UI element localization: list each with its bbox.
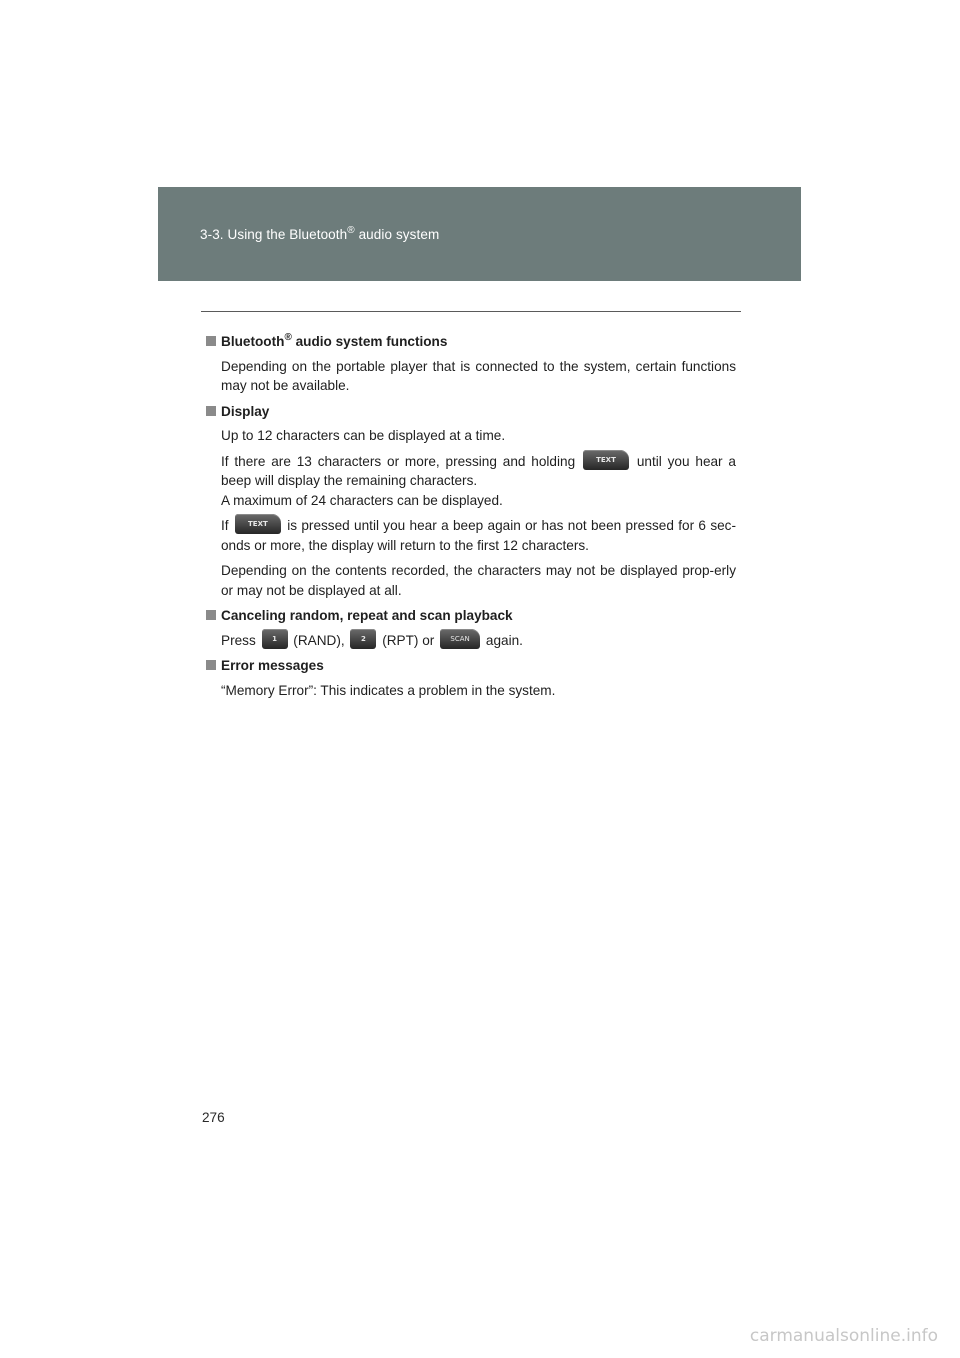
heading-display-label: Display — [221, 403, 270, 419]
display-paragraph-3 — [221, 516, 736, 555]
cancel-rpt: (RPT) or — [378, 632, 439, 648]
preset-1-button-icon: 1 — [262, 629, 288, 649]
square-bullet-icon — [206, 406, 216, 416]
display-paragraph-1: Up to 12 characters can be displayed at a time. — [221, 428, 506, 443]
display-paragraph-2 — [221, 452, 736, 491]
section-header-band — [158, 187, 801, 281]
text-button-icon: TEXT — [235, 514, 281, 534]
heading-functions-prefix: Bluetooth — [221, 334, 285, 349]
heading-cancel-label: Canceling random, repeat and scan playback — [221, 608, 513, 623]
page-number: 276 — [202, 1110, 225, 1125]
section-title-suffix: audio system — [354, 227, 440, 242]
cancel-paragraph — [221, 631, 736, 651]
section-divider — [201, 311, 741, 312]
section-title — [200, 225, 439, 242]
registered-mark: ® — [284, 332, 292, 343]
cancel-rand: (RAND), — [289, 632, 349, 648]
functions-paragraph: Depending on the portable player that is connected to the system, certain functions may not be available. — [221, 358, 736, 393]
heading-functions-suffix: audio system functions — [291, 334, 448, 349]
preset-2-button-icon: 2 — [350, 629, 376, 649]
errors-paragraph: “Memory Error”: This indicates a problem in the system. — [221, 682, 556, 698]
display-p2-after: until you hear a beep will display the remaining characters. — [221, 453, 736, 488]
cancel-again: again. — [482, 632, 523, 648]
section-title-prefix: 3-3. Using the Bluetooth — [200, 227, 348, 242]
display-paragraph-2-line2: A maximum of 24 characters can be displayed. — [221, 492, 503, 508]
heading-errors — [206, 656, 736, 676]
square-bullet-icon — [206, 660, 216, 670]
heading-cancel — [206, 606, 736, 626]
display-p2-before: If there are 13 characters or more, pressing and holding — [221, 453, 581, 469]
watermark: carmanualsonline.info — [749, 1326, 938, 1346]
page-content — [206, 328, 736, 706]
cancel-press: Press — [221, 632, 260, 648]
square-bullet-icon — [206, 336, 216, 346]
display-p3-before: If — [221, 518, 233, 533]
display-p3-after: is pressed until you hear a beep again or has not been pressed for 6 sec-onds or more, the display will return to the first 12 characters. — [221, 518, 736, 553]
heading-functions — [206, 328, 736, 352]
heading-errors-label: Error messages — [221, 658, 324, 673]
heading-display — [206, 402, 736, 422]
square-bullet-icon — [206, 610, 216, 620]
scan-button-icon: SCAN — [440, 629, 480, 649]
registered-mark: ® — [347, 225, 355, 236]
display-paragraph-4: Depending on the contents recorded, the characters may not be displayed prop-erly or may not be displayed at all. — [221, 563, 736, 598]
text-button-icon: TEXT — [583, 450, 629, 470]
